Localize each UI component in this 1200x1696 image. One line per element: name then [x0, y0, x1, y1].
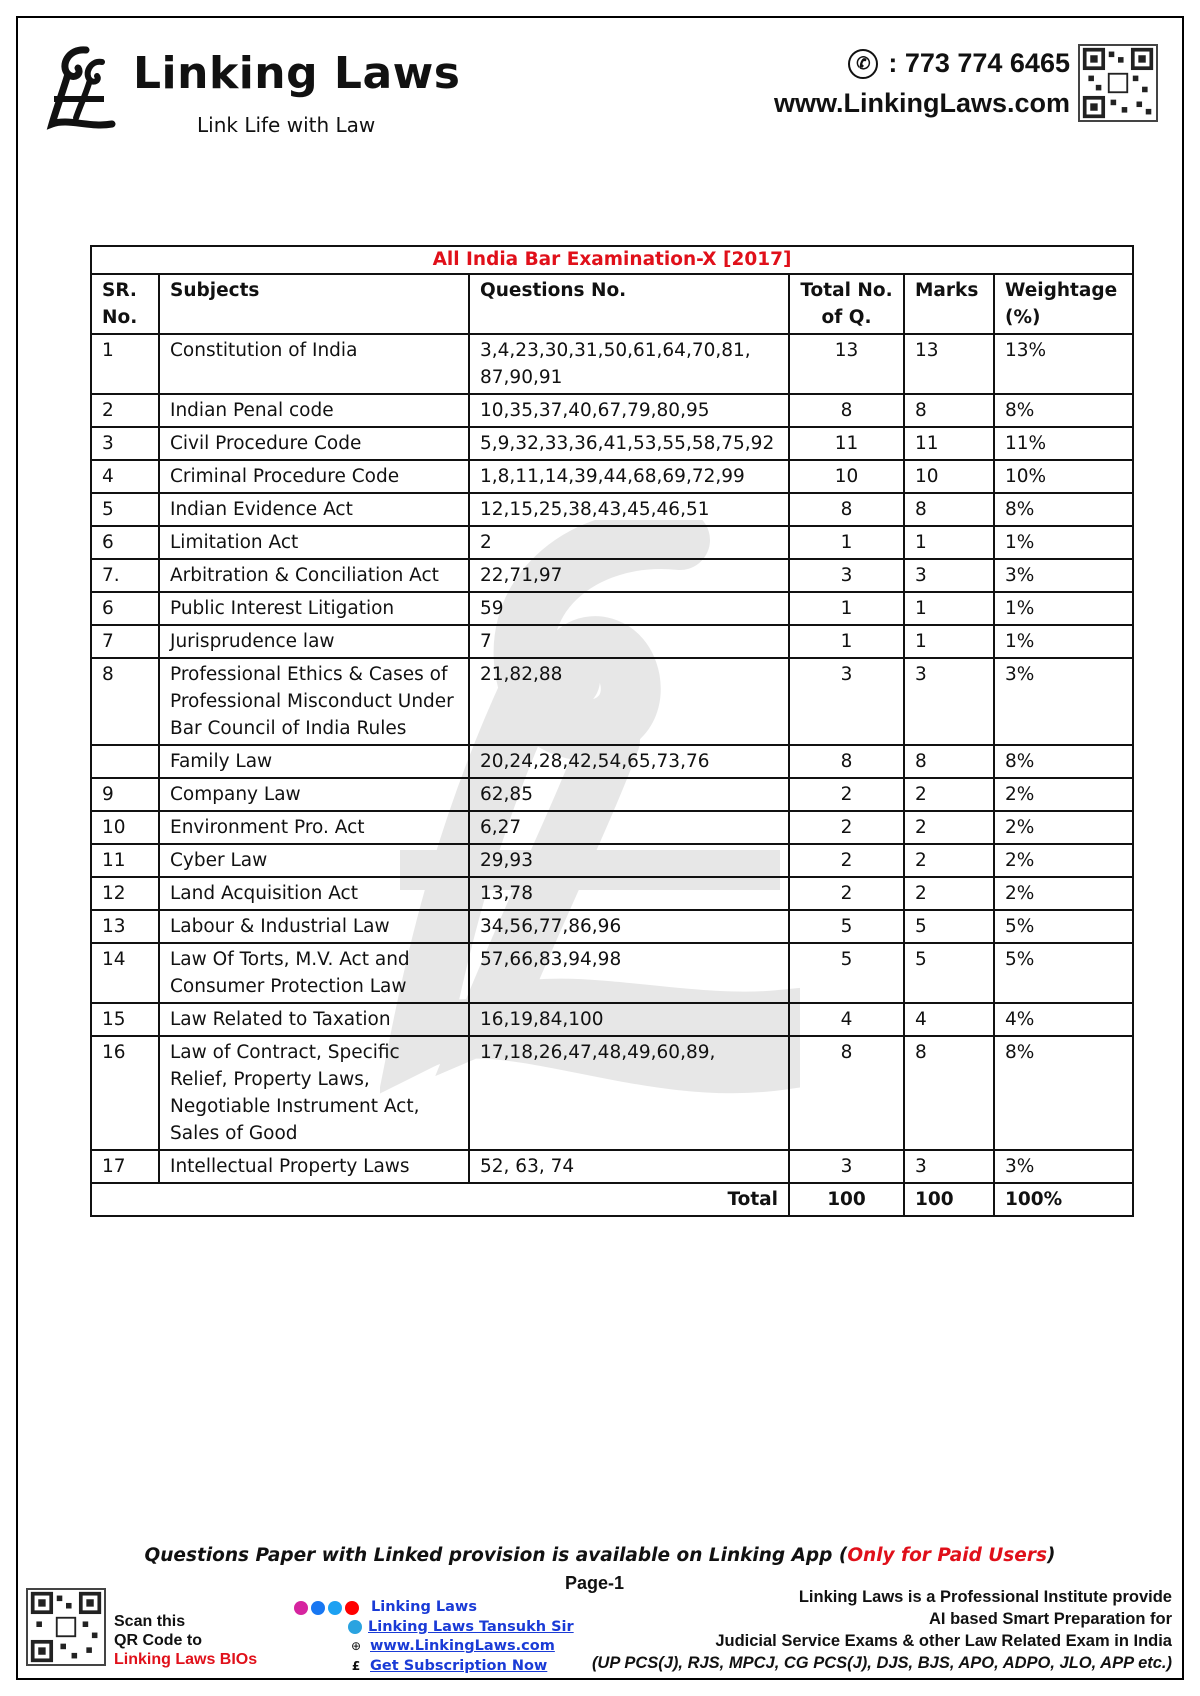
cell-questions: 1,8,11,14,39,44,68,69,72,99 — [469, 460, 789, 493]
cell-marks: 3 — [904, 1150, 994, 1183]
web-link[interactable]: www.LinkingLaws.com — [370, 1638, 555, 1654]
table-row — [91, 427, 1133, 460]
cell-questions: 13,78 — [469, 877, 789, 910]
cell-questions: 59 — [469, 592, 789, 625]
scan-qr-text — [114, 1612, 257, 1669]
cell-weightage: 3% — [994, 658, 1133, 745]
header-marks: Marks — [904, 274, 994, 334]
header-weightage: Weightage (%) — [994, 274, 1133, 334]
scan-line-1: Scan this — [114, 1613, 186, 1630]
cell-weightage: 8% — [994, 745, 1133, 778]
table-row — [91, 1150, 1133, 1183]
table-row — [91, 1036, 1133, 1150]
cell-sr: 13 — [91, 910, 159, 943]
cell-subject: Land Acquisition Act — [159, 877, 469, 910]
table-row — [91, 625, 1133, 658]
cell-sr: 6 — [91, 592, 159, 625]
cell-questions: 20,24,28,42,54,65,73,76 — [469, 745, 789, 778]
cell-marks: 2 — [904, 778, 994, 811]
cell-weightage: 8% — [994, 1036, 1133, 1150]
instagram-icon[interactable] — [294, 1601, 308, 1615]
cell-questions: 12,15,25,38,43,45,46,51 — [469, 493, 789, 526]
institute-line-2: AI based Smart Preparation for — [929, 1610, 1172, 1628]
table-row — [91, 745, 1133, 778]
cell-questions: 21,82,88 — [469, 658, 789, 745]
cell-total: 8 — [789, 1036, 904, 1150]
cell-marks: 10 — [904, 460, 994, 493]
cell-marks: 5 — [904, 910, 994, 943]
cell-subject: Jurisprudence law — [159, 625, 469, 658]
cell-marks: 13 — [904, 334, 994, 394]
scan-line-3: Linking Laws BIOs — [114, 1651, 258, 1668]
header-total: Total No. of Q. — [789, 274, 904, 334]
table-row — [91, 910, 1133, 943]
social-brand-row — [294, 1598, 574, 1618]
cell-subject: Professional Ethics & Cases of Professional Misconduct Under Bar Council of India Rules — [159, 658, 469, 745]
cell-questions: 16,19,84,100 — [469, 1003, 789, 1036]
cell-weightage: 2% — [994, 844, 1133, 877]
telegram-row — [294, 1618, 574, 1638]
cell-subject: Intellectual Property Laws — [159, 1150, 469, 1183]
social-links — [294, 1598, 574, 1676]
total-questions: 100 — [789, 1183, 904, 1216]
cell-marks: 4 — [904, 1003, 994, 1036]
table-row — [91, 778, 1133, 811]
cell-total: 8 — [789, 745, 904, 778]
cell-total: 3 — [789, 1150, 904, 1183]
cell-marks: 1 — [904, 526, 994, 559]
header-sr: SR. No. — [91, 274, 159, 334]
cell-questions: 29,93 — [469, 844, 789, 877]
linking-laws-small-icon: £ — [351, 1658, 361, 1673]
cell-sr: 10 — [91, 811, 159, 844]
cell-total: 1 — [789, 526, 904, 559]
cell-weightage: 10% — [994, 460, 1133, 493]
footer-note-end: ) — [1046, 1545, 1056, 1566]
cell-total: 8 — [789, 394, 904, 427]
twitter-icon[interactable] — [328, 1601, 342, 1615]
phone-contact[interactable] — [848, 48, 1070, 79]
cell-subject: Environment Pro. Act — [159, 811, 469, 844]
cell-total: 3 — [789, 559, 904, 592]
cell-total: 3 — [789, 658, 904, 745]
qr-code-icon — [26, 1588, 106, 1666]
cell-sr: 17 — [91, 1150, 159, 1183]
cell-weightage: 1% — [994, 592, 1133, 625]
social-brand-label: Linking Laws — [371, 1599, 477, 1615]
cell-subject: Company Law — [159, 778, 469, 811]
cell-sr: 8 — [91, 658, 159, 745]
total-marks: 100 — [904, 1183, 994, 1216]
website-link[interactable]: www.LinkingLaws.com — [773, 88, 1070, 118]
cell-subject: Law Related to Taxation — [159, 1003, 469, 1036]
linking-laws-logo-icon — [46, 44, 116, 132]
table-row — [91, 394, 1133, 427]
cell-total: 1 — [789, 625, 904, 658]
cell-subject: Limitation Act — [159, 526, 469, 559]
cell-marks: 3 — [904, 559, 994, 592]
cell-sr: 4 — [91, 460, 159, 493]
cell-subject: Criminal Procedure Code — [159, 460, 469, 493]
cell-questions: 17,18,26,47,48,49,60,89, — [469, 1036, 789, 1150]
cell-weightage: 13% — [994, 334, 1133, 394]
cell-questions: 52, 63, 74 — [469, 1150, 789, 1183]
cell-sr: 2 — [91, 394, 159, 427]
cell-sr: 14 — [91, 943, 159, 1003]
cell-marks: 1 — [904, 592, 994, 625]
cell-total: 5 — [789, 943, 904, 1003]
institute-line-1: Linking Laws is a Professional Institute provide — [798, 1588, 1172, 1606]
cell-questions: 62,85 — [469, 778, 789, 811]
cell-questions: 34,56,77,86,96 — [469, 910, 789, 943]
cell-sr: 7. — [91, 559, 159, 592]
exam-table — [90, 245, 1134, 1217]
footer-note-paid: Only for Paid Users — [847, 1545, 1047, 1566]
table-header-row — [91, 274, 1133, 334]
cell-weightage: 1% — [994, 526, 1133, 559]
table-row — [91, 943, 1133, 1003]
cell-questions: 6,27 — [469, 811, 789, 844]
cell-sr: 6 — [91, 526, 159, 559]
cell-subject: Law Of Torts, M.V. Act and Consumer Protection Law — [159, 943, 469, 1003]
telegram-icon — [348, 1620, 362, 1634]
cell-marks: 1 — [904, 625, 994, 658]
cell-marks: 8 — [904, 1036, 994, 1150]
table-row — [91, 592, 1133, 625]
cell-weightage: 11% — [994, 427, 1133, 460]
cell-sr: 1 — [91, 334, 159, 394]
cell-weightage: 2% — [994, 877, 1133, 910]
cell-questions: 22,71,97 — [469, 559, 789, 592]
header-questions: Questions No. — [469, 274, 789, 334]
cell-total: 2 — [789, 811, 904, 844]
table-row — [91, 526, 1133, 559]
cell-subject: Cyber Law — [159, 844, 469, 877]
table-row — [91, 1003, 1133, 1036]
total-label: Total — [91, 1183, 789, 1216]
cell-total: 11 — [789, 427, 904, 460]
scan-line-2: QR Code to — [114, 1632, 202, 1649]
cell-marks: 8 — [904, 493, 994, 526]
cell-sr: 5 — [91, 493, 159, 526]
cell-questions: 2 — [469, 526, 789, 559]
cell-total: 8 — [789, 493, 904, 526]
cell-weightage: 5% — [994, 910, 1133, 943]
cell-subject: Public Interest Litigation — [159, 592, 469, 625]
table-caption: All India Bar Examination-X [2017] — [91, 246, 1133, 274]
subscribe-link[interactable]: Get Subscription Now — [370, 1657, 548, 1674]
cell-marks: 2 — [904, 877, 994, 910]
table-total-row — [91, 1183, 1133, 1216]
cell-weightage: 3% — [994, 559, 1133, 592]
table-row — [91, 334, 1133, 394]
cell-subject: Law of Contract, Specific Relief, Property Laws, Negotiable Instrument Act, Sales of Good — [159, 1036, 469, 1150]
cell-sr: 9 — [91, 778, 159, 811]
cell-weightage: 8% — [994, 394, 1133, 427]
cell-weightage: 4% — [994, 1003, 1133, 1036]
youtube-icon[interactable] — [345, 1601, 359, 1615]
cell-weightage: 2% — [994, 778, 1133, 811]
cell-weightage: 1% — [994, 625, 1133, 658]
table-row — [91, 844, 1133, 877]
subscribe-row — [294, 1657, 574, 1677]
table-row — [91, 460, 1133, 493]
cell-subject: Family Law — [159, 745, 469, 778]
total-weightage: 100% — [994, 1183, 1133, 1216]
cell-marks: 3 — [904, 658, 994, 745]
table-row — [91, 658, 1133, 745]
cell-subject: Civil Procedure Code — [159, 427, 469, 460]
cell-subject: Labour & Industrial Law — [159, 910, 469, 943]
cell-sr: 11 — [91, 844, 159, 877]
cell-total: 13 — [789, 334, 904, 394]
facebook-icon[interactable] — [311, 1601, 325, 1615]
globe-icon: ⊕ — [350, 1639, 362, 1653]
table-row — [91, 811, 1133, 844]
header-subject: Subjects — [159, 274, 469, 334]
cell-total: 1 — [789, 592, 904, 625]
cell-total: 2 — [789, 778, 904, 811]
table-row — [91, 493, 1133, 526]
social-icons — [294, 1601, 359, 1615]
footer-note — [0, 1545, 1200, 1566]
cell-marks: 5 — [904, 943, 994, 1003]
cell-questions: 3,4,23,30,31,50,61,64,70,81, 87,90,91 — [469, 334, 789, 394]
page-number: Page-1 — [565, 1573, 625, 1593]
cell-questions: 7 — [469, 625, 789, 658]
institute-line-3: Judicial Service Exams & other Law Related Exam in India — [715, 1632, 1172, 1650]
cell-total: 10 — [789, 460, 904, 493]
cell-total: 4 — [789, 1003, 904, 1036]
table-row — [91, 877, 1133, 910]
table-row — [91, 559, 1133, 592]
cell-marks: 11 — [904, 427, 994, 460]
cell-questions: 5,9,32,33,36,41,53,55,58,75,92 — [469, 427, 789, 460]
cell-questions: 10,35,37,40,67,79,80,95 — [469, 394, 789, 427]
telegram-link[interactable]: Linking Laws Tansukh Sir — [368, 1618, 574, 1635]
cell-total: 5 — [789, 910, 904, 943]
cell-sr: 12 — [91, 877, 159, 910]
institute-line-4: (UP PCS(J), RJS, MPCJ, CG PCS(J), DJS, BJS, APO, ADPO, JLO, APP etc.) — [591, 1654, 1172, 1672]
cell-marks: 8 — [904, 394, 994, 427]
cell-subject: Indian Evidence Act — [159, 493, 469, 526]
cell-questions: 57,66,83,94,98 — [469, 943, 789, 1003]
cell-weightage: 2% — [994, 811, 1133, 844]
cell-subject: Arbitration & Conciliation Act — [159, 559, 469, 592]
cell-total: 2 — [789, 877, 904, 910]
cell-weightage: 3% — [994, 1150, 1133, 1183]
phone-number: : 773 774 6465 — [888, 48, 1070, 78]
cell-sr: 15 — [91, 1003, 159, 1036]
cell-marks: 2 — [904, 844, 994, 877]
cell-sr: 3 — [91, 427, 159, 460]
phone-icon: ✆ — [848, 49, 878, 79]
cell-marks: 2 — [904, 811, 994, 844]
cell-sr: 16 — [91, 1036, 159, 1150]
cell-weightage: 8% — [994, 493, 1133, 526]
qr-code-icon — [1078, 44, 1158, 122]
cell-subject: Indian Penal code — [159, 394, 469, 427]
cell-total: 2 — [789, 844, 904, 877]
brand-name: Linking Laws — [133, 48, 461, 99]
web-row — [294, 1637, 574, 1657]
cell-weightage: 5% — [994, 943, 1133, 1003]
cell-sr: 7 — [91, 625, 159, 658]
brand-tagline: Link Life with Law — [197, 113, 376, 137]
cell-subject: Constitution of India — [159, 334, 469, 394]
cell-sr — [91, 745, 159, 778]
footer-note-text: Questions Paper with Linked provision is available on Linking App ( — [144, 1545, 848, 1566]
institute-info — [592, 1586, 1172, 1674]
cell-marks: 8 — [904, 745, 994, 778]
